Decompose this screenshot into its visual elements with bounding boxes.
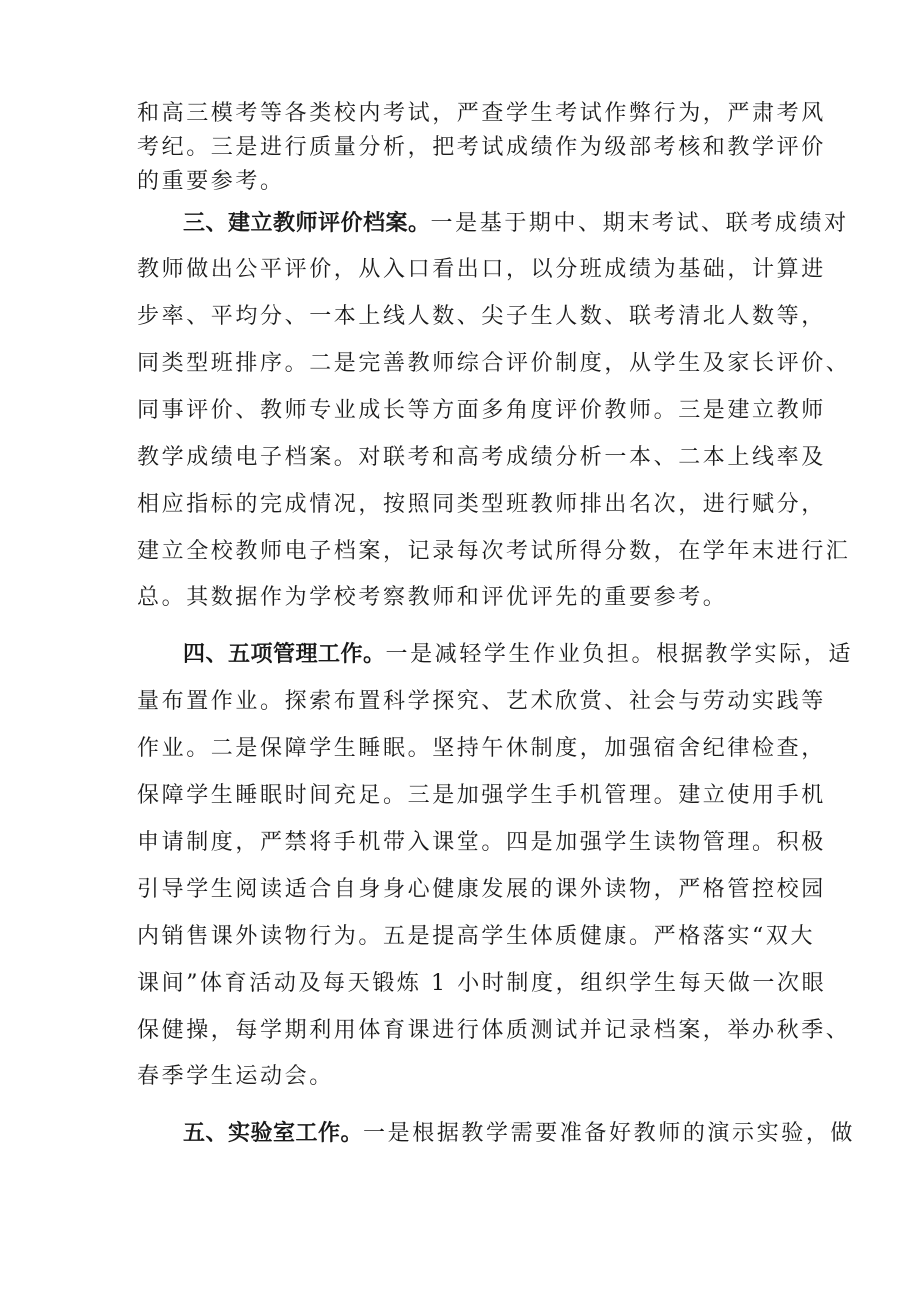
paragraph-line: 课间”体育活动及每天锻炼 1 小时制度，组织学生每天做一次眼 [137,971,827,996]
paragraph-line: 教师做出公平评价，从入口看出口，以分班成绩为基础，计算进 [137,257,826,282]
section-3-first-line [183,209,849,239]
paragraph-line: 和高三模考等各类校内考试，严查学生考试作弊行为，严肃考风 [137,101,826,126]
section-text: 一是减轻学生作业负担。根据教学实际，适 [385,642,853,667]
paragraph-line: 相应指标的完成情况，按照同类型班教师排出名次，进行赋分， [137,492,826,517]
section-heading: 五、实验室工作。 [183,1121,364,1146]
paragraph-line: 春季学生运动会。 [137,1064,334,1089]
paragraph-line: 申请制度，严禁将手机带入课堂。四是加强学生读物管理。积极 [137,830,826,855]
paragraph-line: 保健操，每学期利用体育课进行体质测试并记录档案，举办秋季、 [137,1018,851,1043]
paragraph-line: 引导学生阅读适合自身身心健康发展的课外读物，严格管控校园 [137,877,826,902]
section-text: 一是基于期中、期末考试、联考成绩对 [430,211,849,236]
paragraph-line: 步率、平均分、一本上线人数、尖子生人数、联考清北人数等， [137,304,826,329]
section-heading: 四、五项管理工作。 [183,642,386,667]
paragraph-line: 同类型班排序。二是完善教师综合评价制度，从学生及家长评价、 [137,351,851,376]
paragraph-line: 考纪。三是进行质量分析，把考试成绩作为级部考核和教学评价 [137,135,826,160]
paragraph-line: 总。其数据作为学校考察教师和评优评先的重要参考。 [137,585,728,610]
paragraph-line: 的重要参考。 [137,169,285,194]
paragraph-line: 量布置作业。探索布置科学探究、艺术欣赏、社会与劳动实践等 [137,689,826,714]
section-heading: 三、建立教师评价档案。 [183,211,431,236]
paragraph-line: 教学成绩电子档案。对联考和高考成绩分析一本、二本上线率及 [137,445,826,470]
paragraph-line: 建立全校教师电子档案，记录每次考试所得分数，在学年末进行汇 [137,539,851,564]
paragraph-line: 内销售课外读物行为。五是提高学生体质健康。严格落实“双大 [137,924,816,949]
paragraph-line: 同事评价、教师专业成长等方面多角度评价教师。三是建立教师 [137,398,826,423]
section-4-first-line [183,640,853,670]
section-5-first-line [183,1119,856,1149]
paragraph-line: 保障学生睡眠时间充足。三是加强学生手机管理。建立使用手机 [137,783,826,808]
paragraph-line: 作业。二是保障学生睡眠。坚持午休制度，加强宿舍纪律检查， [137,736,826,761]
section-text: 一是根据教学需要准备好教师的演示实验，做 [363,1121,856,1146]
